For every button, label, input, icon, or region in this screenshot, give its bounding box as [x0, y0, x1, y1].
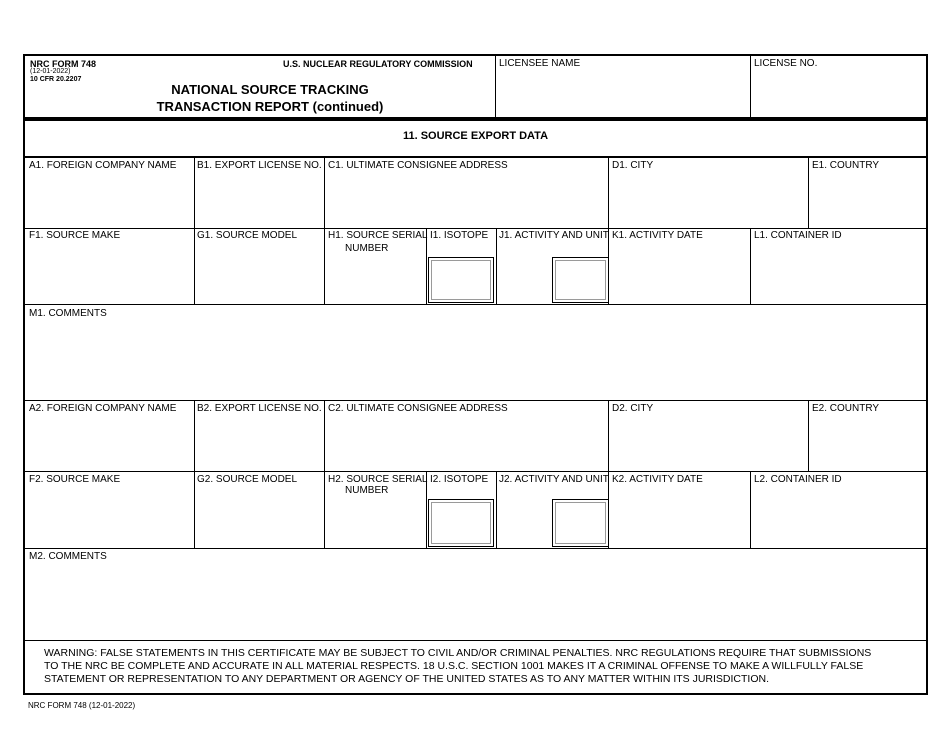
source-model-label: G1. SOURCE MODEL: [197, 230, 298, 241]
column-divider: [496, 472, 497, 548]
isotope-input-inner: [431, 502, 491, 544]
warning-line-1: WARNING: FALSE STATEMENTS IN THIS CERTIFICATE MAY BE SUBJECT TO CIVIL AND/OR CRIMINAL PENALTIES. NRC REGULATIONS REQUIRE THAT SUBMISSIONS: [44, 647, 872, 659]
form-title-line1: NATIONAL SOURCE TRACKING: [171, 82, 369, 97]
consignee-address-field[interactable]: [325, 416, 607, 470]
country-label: E2. COUNTRY: [812, 403, 880, 414]
consignee-address-label: C2. ULTIMATE CONSIGNEE ADDRESS: [328, 403, 508, 414]
export-license-label: B2. EXPORT LICENSE NO.: [197, 403, 322, 414]
container-id-field[interactable]: [751, 488, 926, 547]
container-id-label: L2. CONTAINER ID: [754, 474, 842, 485]
foreign-company-label: A1. FOREIGN COMPANY NAME: [29, 160, 177, 171]
country-label: E1. COUNTRY: [812, 160, 880, 171]
source-model-label: G2. SOURCE MODEL: [197, 474, 298, 485]
licensee-name-field[interactable]: [497, 72, 749, 117]
consignee-address-label: C1. ULTIMATE CONSIGNEE ADDRESS: [328, 160, 508, 171]
row-divider: [24, 471, 927, 472]
source-make-field[interactable]: [25, 488, 193, 547]
city-field[interactable]: [609, 416, 807, 470]
isotope-label: I2. ISOTOPE: [430, 474, 489, 485]
export-license-field[interactable]: [195, 416, 323, 470]
source-model-field[interactable]: [195, 488, 323, 547]
header-divider: [495, 55, 496, 118]
export-license-label: B1. EXPORT LICENSE NO.: [197, 160, 322, 171]
row-divider: [24, 548, 927, 549]
foreign-company-label: A2. FOREIGN COMPANY NAME: [29, 403, 177, 414]
foreign-company-field[interactable]: [25, 173, 193, 227]
form-id: NRC FORM 748: [30, 59, 97, 69]
isotope-input-inner: [431, 260, 491, 300]
activity-date-label: K1. ACTIVITY DATE: [612, 230, 703, 241]
source-make-label: F2. SOURCE MAKE: [29, 474, 121, 485]
container-id-label: L1. CONTAINER ID: [754, 230, 842, 241]
consignee-address-field[interactable]: [325, 173, 607, 227]
activity-date-label: K2. ACTIVITY DATE: [612, 474, 703, 485]
form-date: (12-01-2022): [30, 68, 71, 75]
source-serial-field[interactable]: [325, 256, 425, 303]
activity-date-field[interactable]: [609, 488, 749, 547]
city-field[interactable]: [609, 173, 807, 227]
form-title: [120, 81, 420, 115]
form-title-line2: TRANSACTION REPORT (continued): [156, 99, 384, 114]
city-label: D2. CITY: [612, 403, 654, 414]
source-serial-label-line2: NUMBER: [345, 485, 389, 496]
header-divider: [750, 55, 751, 118]
column-divider: [496, 229, 497, 304]
warning-line-2: TO THE NRC BE COMPLETE AND ACCURATE IN ALL MATERIAL RESPECTS. 18 U.S.C. SECTION 1001 MAKES IT A CRIMINAL OFFENSE TO MAKE A WILLFULLY FALSE: [44, 660, 864, 672]
activity-date-field[interactable]: [609, 244, 749, 303]
footer-form-id: NRC FORM 748 (12-01-2022): [28, 701, 136, 710]
activity-unit-label: J2. ACTIVITY AND UNIT: [499, 474, 609, 485]
license-no-field[interactable]: [752, 72, 926, 117]
row-divider: [24, 304, 927, 305]
license-no-label: LICENSE NO.: [754, 58, 818, 69]
warning-line-3: STATEMENT OR REPRESENTATION TO ANY DEPARTMENT OR AGENCY OF THE UNITED STATES AS TO ANY MATTER WITHIN ITS JURISDICTION.: [44, 673, 769, 685]
comments-label: M2. COMMENTS: [29, 551, 107, 562]
export-license-field[interactable]: [195, 173, 323, 227]
source-serial-label: H1. SOURCE SERIAL: [328, 230, 428, 241]
cfr-reference: 10 CFR 20.2207: [30, 76, 82, 83]
isotope-label: I1. ISOTOPE: [430, 230, 489, 241]
foreign-company-field[interactable]: [25, 416, 193, 470]
country-field[interactable]: [809, 173, 926, 227]
activity-unit-input-inner: [555, 502, 606, 544]
row-divider: [24, 156, 927, 158]
source-serial-field[interactable]: [325, 499, 425, 547]
comments-label: M1. COMMENTS: [29, 308, 107, 319]
licensee-name-label: LICENSEE NAME: [499, 58, 581, 69]
row-divider: [24, 640, 927, 641]
activity-unit-label: J1. ACTIVITY AND UNIT: [499, 230, 609, 241]
row-divider: [24, 228, 927, 229]
activity-unit-input-inner: [555, 260, 606, 300]
city-label: D1. CITY: [612, 160, 654, 171]
section-title: 11. SOURCE EXPORT DATA: [402, 130, 549, 142]
country-field[interactable]: [809, 416, 926, 470]
comments-field[interactable]: [25, 321, 926, 399]
container-id-field[interactable]: [751, 244, 926, 303]
source-serial-label: H2. SOURCE SERIAL: [328, 474, 428, 485]
source-make-field[interactable]: [25, 244, 193, 303]
comments-field[interactable]: [25, 564, 926, 639]
source-model-field[interactable]: [195, 244, 323, 303]
source-serial-label-line2: NUMBER: [345, 243, 389, 254]
row-divider: [24, 400, 927, 401]
agency-name: U.S. NUCLEAR REGULATORY COMMISSION: [283, 59, 473, 69]
source-make-label: F1. SOURCE MAKE: [29, 230, 121, 241]
